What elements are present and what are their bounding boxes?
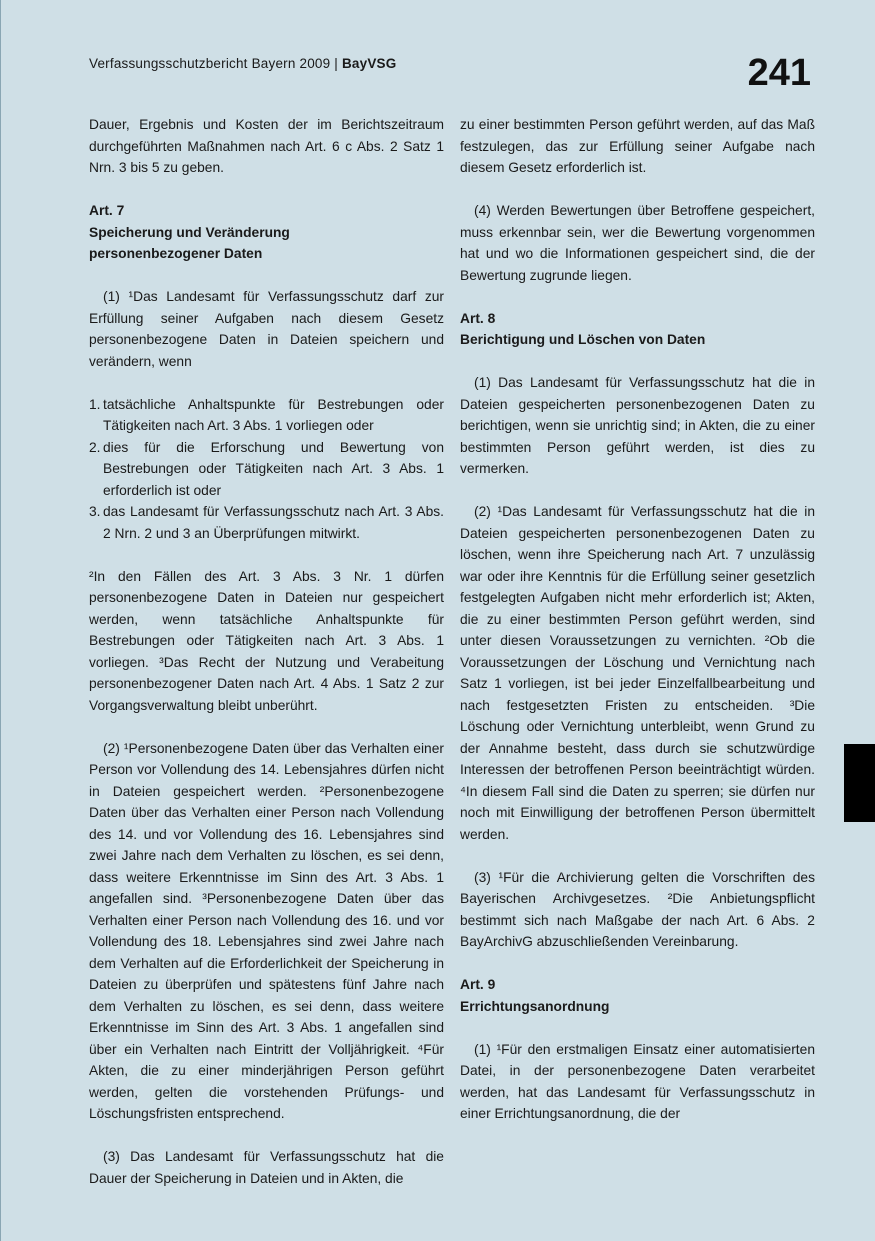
list-item-number: 2. — [89, 439, 101, 455]
list-item — [89, 437, 444, 502]
list-item-text: das Landesamt für Verfassungsschutz nach Art. 3 Abs. 2 Nrn. 2 und 3 an Überprüfungen mitwirkt. — [103, 504, 444, 541]
header-separator: | — [334, 56, 339, 71]
art7-number: Art. 7 — [89, 203, 125, 218]
art9-p1-start: (1) ¹Für den erstmaligen Einsatz einer automatisierten Datei, in der personenbezogene Daten verarbeitet werden, hat das Landesamt für Verfassungsschutz in einer Errichtungsanordnung, die der — [460, 1041, 815, 1121]
art7-title-line2: personenbezogener Daten — [89, 246, 263, 261]
chapter-thumb-tab — [844, 744, 875, 822]
list-item-text: tatsächliche Anhaltspunkte für Bestrebungen oder Tätigkeiten nach Art. 3 Abs. 1 vorliegen oder — [103, 396, 444, 433]
art7-p3-start: (3) Das Landesamt für Verfassungsschutz hat die Dauer der Speicherung in Dateien und in Akten, die — [89, 1149, 444, 1186]
list-item — [89, 394, 444, 437]
art8-title: Berichtigung und Löschen von Daten — [460, 332, 706, 347]
law-abbreviation: BayVSG — [341, 56, 397, 71]
list-item — [89, 501, 444, 544]
art8-p3: (3) ¹Für die Archivierung gelten die Vorschriften des Bayerischen Archivgesetzes. ²Die Anbietungspflicht bestimmt sich nach Maßgabe der nach Art. 6 Abs. 2 BayArchivG abzuschließenden Vereinbarung. — [460, 869, 815, 949]
art9-heading — [460, 974, 815, 1017]
list-item-number: 3. — [89, 504, 101, 519]
running-title: Verfassungsschutzbericht Bayern 2009 — [89, 56, 331, 71]
art7-heading — [89, 200, 444, 265]
art9-title: Errichtungsanordnung — [460, 998, 610, 1014]
art7-p3-end: zu einer bestimmten Person geführt werden, auf das Maß festzulegen, das zur Erfüllung seiner Aufgabe nach diesem Gesetz erforderlich ist. — [460, 117, 815, 175]
art8-number: Art. 8 — [460, 310, 496, 326]
right-column — [460, 114, 815, 1125]
intro-paragraph: Dauer, Ergebnis und Kosten der im Berichtszeitraum durchgeführten Maßnahmen nach Art. 6 c Abs. 2 Satz 1 Nrn. 3 bis 5 zu geben. — [89, 117, 444, 175]
art7-p1-intro: (1) ¹Das Landesamt für Verfassungsschutz darf zur Erfüllung seiner Aufgaben nach diesem Gesetz personenbezogene Daten in Dateien speichern und verändern, wenn — [89, 289, 444, 369]
left-column — [89, 114, 444, 1189]
art7-condition-list — [89, 394, 444, 545]
list-item-text: dies für die Erforschung und Bewertung von Bestrebungen oder Tätigkeiten nach Art. 3 Abs. 1 erforderlich ist oder — [103, 439, 444, 498]
list-item-number: 1. — [89, 396, 101, 412]
art7-title-line1: Speicherung und Veränderung — [89, 224, 290, 240]
art7-p1-rest: ²In den Fällen des Art. 3 Abs. 3 Nr. 1 dürfen personenbezogene Daten in Dateien nur gespeichert werden, wenn tatsächliche Anhaltspunkte für Bestrebungen oder Tätigkeiten nach Art. 3 Abs. 1 vorliegen. ³Das Recht der Nutzung und Verabeitung personenbezogener Daten nach Art. 4 Abs. 1 Satz 2 zur Vorgangsverwaltung bleibt unberührt. — [89, 568, 444, 713]
art9-number: Art. 9 — [460, 977, 496, 992]
art8-p2: (2) ¹Das Landesamt für Verfassungsschutz hat die in Dateien gespeicherten personenbezogenen Daten zu löschen, wenn ihre Speicherung nach Art. 7 unzulässig war oder ihre Kenntnis für die Erfüllung seiner gesetzlich festgelegten Aufgaben nicht mehr erforderlich ist; Akten, die zu einer bestimmten Person geführt werden, sind unter diesen Voraussetzungen zu vernichten. ²Ob die Voraussetzungen der Löschung und Vernichtung nach Satz 1 vorliegen, ist bei jeder Einzelfallbearbeitung und nach festgesetzten Fristen zu entscheiden. ³Die Löschung oder Vernichtung unterbleibt, wenn Grund zu der Annahme besteht, dass durch sie schutzwürdige Interessen der betroffenen Person beeinträchtigt würden. ⁴In diesem Fall sind die Daten zu sperren; sie dürfen nur noch mit Einwilligung der betroffenen Person übermittelt werden. — [460, 504, 815, 842]
running-header — [89, 56, 396, 71]
art7-p2: (2) ¹Personenbezogene Daten über das Verhalten einer Person vor Vollendung des 14. Lebensjahres dürfen nicht in Dateien gespeichert werden. ²Personenbezogene Daten über das Verhalten einer Person nach Vollendung des 14. und vor Vollendung des 16. Lebensjahres sind zwei Jahre nach dem Verhalten zu löschen, es sei denn, dass weitere Erkenntnisse im Sinn des Art. 3 Abs. 1 angefallen sind. ³Personenbezogene Daten über das Verhalten einer Person nach Vollendung des 16. und vor Vollendung des 18. Lebensjahres sind zwei Jahre nach dem Verhalten auf die Erforderlichkeit der Speicherung in Dateien zu überprüfen und spätestens fünf Jahre nach dem Verhalten zu löschen, es sei denn, dass weitere Erkenntnisse im Sinn des Art. 3 Abs. 1 angefallen sind über ein Verhalten nach Eintritt der Volljährigkeit. ⁴Für Akten, die zu einer minderjährigen Person geführt werden, gelten die vorstehenden Prüfungs- und Löschungsfristen entsprechend. — [89, 740, 444, 1121]
page-edge — [0, 0, 1, 1241]
art7-p4: (4) Werden Bewertungen über Betroffene gespeichert, muss erkennbar sein, wer die Bewertung vorgenommen hat und wo die Informationen gespeichert sind, die der Bewertung zugrunde liegen. — [460, 203, 815, 283]
page-number: 241 — [747, 52, 811, 94]
art8-heading — [460, 308, 815, 351]
art8-p1: (1) Das Landesamt für Verfassungsschutz hat die in Dateien gespeicherten personenbezogenen Daten zu berichtigen, wenn sie unrichtig sind; in Akten, die zu einer bestimmten Person geführt werden, ist dies zu vermerken. — [460, 375, 815, 476]
